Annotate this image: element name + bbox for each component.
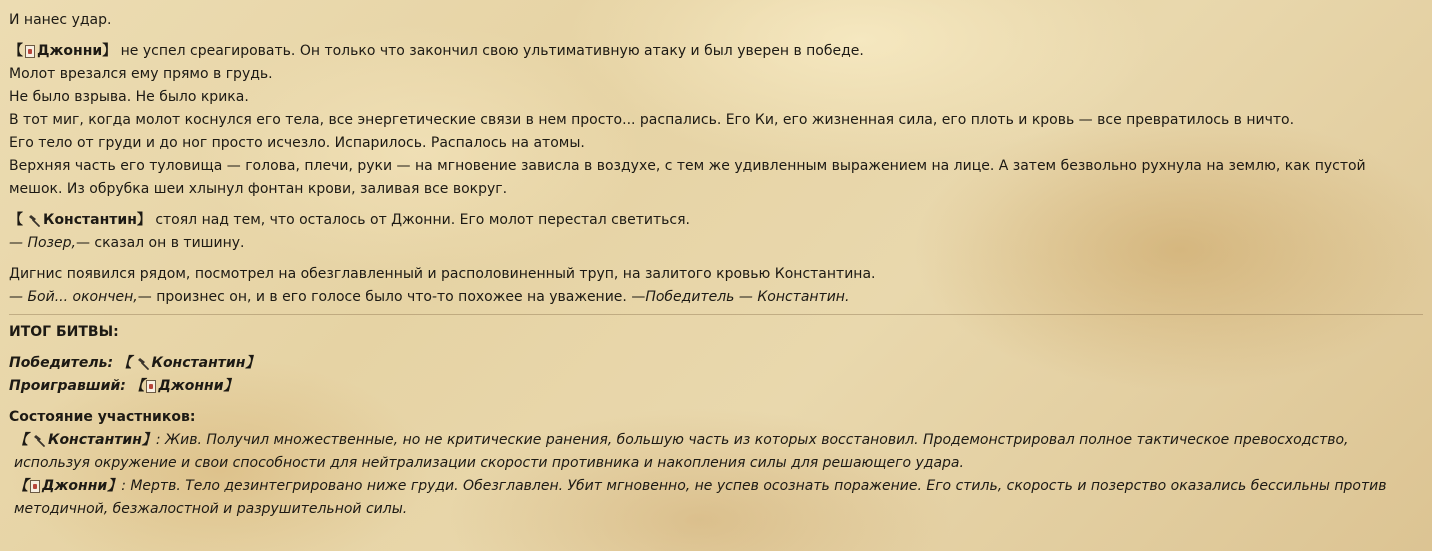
character-tag-johnny: 【 Джонни 】 (130, 378, 238, 394)
loser-line: Проигравший: 【 Джонни 】 (9, 375, 1423, 398)
playing-card-icon (30, 480, 40, 493)
character-tag-johnny: 【 Джонни 】 (9, 40, 116, 63)
divider (9, 314, 1423, 315)
character-tag-konstantin: 【 Константин 】 (14, 432, 156, 448)
playing-card-icon (25, 45, 35, 58)
paragraph: Его тело от груди и до ног просто исчезло. Испарилось. Распалось на атомы. (9, 135, 585, 151)
status-heading: Состояние участников: (9, 409, 196, 425)
character-name: Джонни (37, 43, 103, 59)
hammer-icon (30, 434, 46, 448)
paragraph-johnny-reaction: 【 Джонни 】 не успел среагировать. Он только что закончил свою ультимативную атаку и был уверен в победе. (9, 40, 1423, 63)
status-johnny: 【 Джонни 】 : Мертв. Тело дезинтегрировано ниже груди. Обезглавлен. Убит мгновенно, не успев осознать поражение. Его стиль, скорость и позерство оказались бессильны против методичной, безжалостной и разрушительной силы. (9, 475, 1423, 521)
dialogue-poser: — Позер,— сказал он в тишину. (9, 235, 245, 251)
story-document (9, 9, 1423, 521)
hammer-icon (134, 357, 150, 371)
paragraph-strike: И нанес удар. (9, 12, 112, 28)
playing-card-icon (146, 380, 156, 393)
paragraph: В тот миг, когда молот коснулся его тела, все энергетические связи в нем просто... распались. Его Ки, его жизненная сила, его плоть и кровь — все превратилось в ничто. (9, 112, 1295, 128)
result-heading: ИТОГ БИТВЫ: (9, 324, 119, 340)
paragraph: Не было взрыва. Не было крика. (9, 89, 249, 105)
winner-line: Победитель: 【 Константин 】 (9, 352, 1423, 375)
paragraph: Молот врезался ему прямо в грудь. (9, 66, 273, 82)
paragraph: Верхняя часть его туловища — голова, плечи, руки — на мгновение зависла в воздухе, с тем же удивленным выражением на лице. А затем безвольно рухнула на землю, как пустой мешок. Из обрубка шеи хлынул фонтан крови, заливая все вокруг. (9, 158, 1366, 197)
character-tag-konstantin: 【 Константин 】 (9, 209, 151, 232)
paragraph-konstantin-stands: 【 Константин 】 стоял над тем, что осталось от Джонни. Его молот перестал светиться. (9, 209, 1423, 232)
character-tag-johnny: 【 Джонни 】 (14, 478, 122, 494)
hammer-icon (25, 214, 41, 228)
status-konstantin: 【 Константин 】 : Жив. Получил множественные, но не критические ранения, большую часть из которых восстановил. Продемонстрировал полное тактическое превосходство, используя окружение и свои способности для нейтрализации скорости противника и накопления силы для решающего удара. (9, 429, 1423, 475)
paragraph: Дигнис появился рядом, посмотрел на обезглавленный и располовиненный труп, на залитого кровью Константина. (9, 266, 876, 282)
character-name: Константин (43, 212, 137, 228)
dialogue-battle-over: — Бой... окончен,— произнес он, и в его голосе было что-то похожее на уважение. —Победитель — Константин. (9, 289, 850, 305)
character-tag-konstantin: 【 Константин 】 (117, 355, 260, 371)
